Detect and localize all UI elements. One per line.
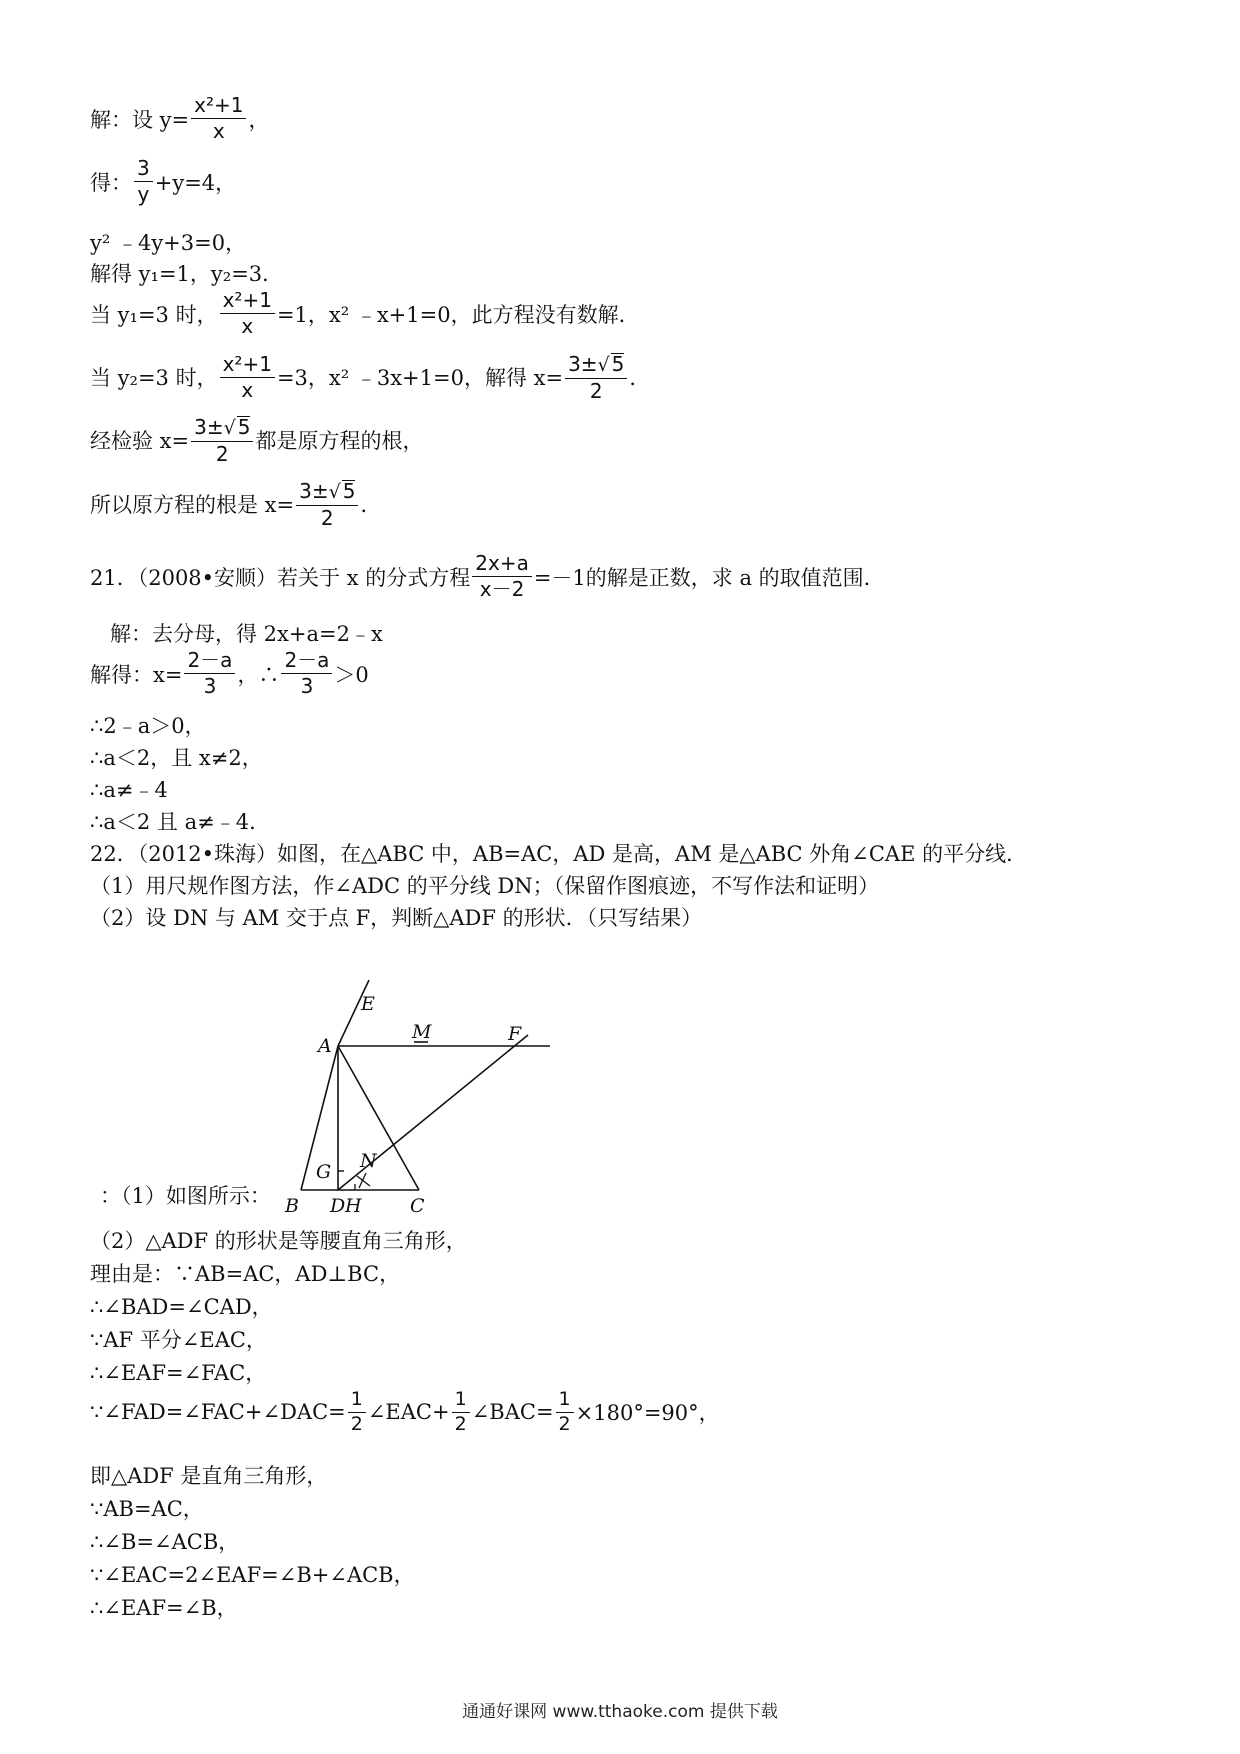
fraction bbox=[281, 650, 332, 697]
roots-line: 解得 y₁=1，y₂=3． bbox=[90, 262, 284, 286]
label-D: D bbox=[330, 1195, 346, 1217]
quad-line: y² ﹣4y+3=0， bbox=[90, 231, 247, 255]
radical-sign: √ bbox=[328, 481, 341, 503]
label-B: B bbox=[285, 1195, 299, 1217]
label-A: A bbox=[318, 1035, 332, 1057]
q21-step3: ∴2﹣a＞0， bbox=[90, 714, 206, 738]
numerator: 3 bbox=[134, 158, 153, 182]
fraction bbox=[184, 650, 235, 697]
label-H: H bbox=[345, 1195, 362, 1217]
numerator: 1 bbox=[348, 1390, 366, 1413]
get-line bbox=[90, 158, 236, 205]
numerator: 2－a bbox=[281, 650, 332, 674]
text: +y=4， bbox=[154, 170, 237, 195]
reason-8: ∴∠B=∠ACB， bbox=[90, 1530, 240, 1554]
fraction bbox=[220, 290, 275, 337]
q21-step1: 解：去分母，得 2x+a=2﹣x bbox=[110, 622, 383, 646]
text: 当 y₂=3 时， bbox=[90, 366, 218, 391]
denominator: x bbox=[241, 377, 254, 402]
denominator: 2 bbox=[215, 441, 229, 466]
radical-sign: √ bbox=[223, 417, 236, 439]
reason-6: 即△ADF 是直角三角形， bbox=[90, 1464, 328, 1488]
fraction bbox=[191, 95, 246, 142]
numerator bbox=[296, 480, 358, 506]
label-G: G bbox=[316, 1161, 332, 1183]
text: 21．（2008•安顺）若关于 x 的分式方程 bbox=[90, 565, 471, 590]
q21-step6: ∴a＜2 且 a≠﹣4． bbox=[90, 810, 271, 834]
denominator: x bbox=[241, 314, 254, 338]
text: 都是原方程的根， bbox=[255, 429, 424, 454]
root-fraction bbox=[191, 416, 253, 465]
text: 3± bbox=[299, 479, 329, 503]
text: 3± bbox=[568, 352, 598, 376]
q22-stem: 22．（2012•珠海）如图，在△ABC 中，AB=AC，AD 是高，AM 是△ABC 外角∠CAE 的平分线． bbox=[90, 842, 1028, 866]
geometry-figure bbox=[280, 980, 570, 1220]
denominator: x－2 bbox=[479, 577, 525, 601]
q22-answer2: （2）△ADF 的形状是等腰直角三角形， bbox=[90, 1229, 467, 1253]
label-M: M bbox=[412, 1021, 432, 1043]
q21-step5: ∴a≠﹣4 bbox=[90, 778, 168, 802]
text: ∠EAC+ bbox=[367, 1400, 450, 1425]
text: ∠BAC= bbox=[471, 1400, 554, 1425]
label-N: N bbox=[360, 1150, 377, 1172]
denominator: 2 bbox=[454, 1412, 467, 1435]
q22-part2: （2）设 DN 与 AM 交于点 F，判断△ADF 的形状．（只写结果） bbox=[90, 906, 703, 930]
reason-1: 理由是：∵AB=AC，AD⊥BC， bbox=[90, 1262, 401, 1286]
reason-5 bbox=[90, 1390, 720, 1435]
page-footer: 通通好课网 www.tthaoke.com 提供下载 bbox=[462, 1702, 778, 1722]
numerator: x²+1 bbox=[220, 290, 275, 314]
fraction bbox=[348, 1390, 366, 1435]
root-fraction bbox=[565, 353, 627, 402]
radicand: 5 bbox=[237, 415, 251, 439]
text: 所以原方程的根是 x= bbox=[90, 493, 295, 518]
text: ＞0 bbox=[334, 662, 369, 687]
check-line bbox=[90, 416, 423, 465]
numerator: 1 bbox=[452, 1390, 470, 1413]
fraction bbox=[452, 1390, 470, 1435]
root-fraction bbox=[296, 480, 358, 529]
numerator bbox=[191, 416, 253, 442]
text: ，∴ bbox=[237, 662, 280, 687]
denominator: 3 bbox=[300, 674, 314, 698]
text: ． bbox=[360, 493, 382, 518]
text: 解：设 y= bbox=[90, 107, 190, 132]
numerator: x²+1 bbox=[220, 354, 275, 378]
q22-part1: （1）用尺规作图方法，作∠ADC 的平分线 DN；（保留作图痕迹，不写作法和证明） bbox=[90, 874, 880, 898]
numerator: x²+1 bbox=[191, 95, 246, 119]
denominator: 2 bbox=[350, 1412, 363, 1435]
radical-sign: √ bbox=[597, 354, 610, 376]
text: ×180°=90°， bbox=[575, 1401, 720, 1426]
text: 3± bbox=[194, 415, 224, 439]
q22-answer1: ：（1）如图所示： bbox=[100, 1184, 271, 1208]
q21-step2 bbox=[90, 650, 369, 697]
text: ∵∠FAD=∠FAC+∠DAC= bbox=[90, 1400, 346, 1425]
case2-line bbox=[90, 353, 650, 402]
arc-mark-2 bbox=[359, 1173, 366, 1188]
side-AC bbox=[338, 1046, 419, 1190]
label-C: C bbox=[410, 1195, 425, 1217]
case1-line bbox=[90, 290, 640, 337]
radicand: 5 bbox=[342, 479, 356, 503]
text: 当 y₁=3 时， bbox=[90, 302, 218, 327]
reason-4: ∴∠EAF=∠FAC， bbox=[90, 1361, 267, 1385]
reason-10: ∴∠EAF=∠B， bbox=[90, 1596, 238, 1620]
text: ， bbox=[248, 107, 270, 132]
let-line bbox=[90, 95, 269, 142]
reason-9: ∵∠EAC=2∠EAF=∠B+∠ACB， bbox=[90, 1563, 415, 1587]
label-F: F bbox=[508, 1023, 522, 1045]
text: =3，x² ﹣3x+1=0，解得 x= bbox=[276, 366, 564, 391]
final-line bbox=[90, 480, 381, 529]
fraction bbox=[556, 1390, 574, 1435]
numerator bbox=[565, 353, 627, 379]
numerator: 2－a bbox=[184, 650, 235, 674]
q21-step4: ∴a＜2，且 x≠2， bbox=[90, 746, 263, 770]
denominator: 3 bbox=[203, 674, 217, 698]
denominator: 2 bbox=[589, 378, 603, 403]
reason-3: ∵AF 平分∠EAC， bbox=[90, 1328, 267, 1352]
denominator: x bbox=[212, 119, 225, 143]
denominator: 2 bbox=[558, 1412, 571, 1435]
text: 经检验 x= bbox=[90, 429, 190, 454]
denominator: y bbox=[137, 182, 150, 206]
fraction bbox=[134, 158, 153, 205]
text: 解得：x= bbox=[90, 662, 183, 687]
denominator: 2 bbox=[320, 505, 334, 530]
fraction bbox=[472, 553, 532, 600]
numerator: 2x+a bbox=[472, 553, 532, 577]
fraction bbox=[220, 351, 275, 402]
reason-7: ∵AB=AC， bbox=[90, 1497, 204, 1521]
reason-2: ∴∠BAD=∠CAD， bbox=[90, 1295, 273, 1319]
q21-stem bbox=[90, 553, 885, 600]
numerator: 1 bbox=[556, 1390, 574, 1413]
text: =1，x² ﹣x+1=0，此方程没有数解． bbox=[276, 302, 640, 327]
radicand: 5 bbox=[611, 352, 625, 376]
text: =－1的解是正数，求 a 的取值范围． bbox=[533, 565, 885, 590]
text: ． bbox=[629, 366, 651, 391]
text: 得： bbox=[90, 170, 132, 195]
label-E: E bbox=[361, 993, 375, 1015]
